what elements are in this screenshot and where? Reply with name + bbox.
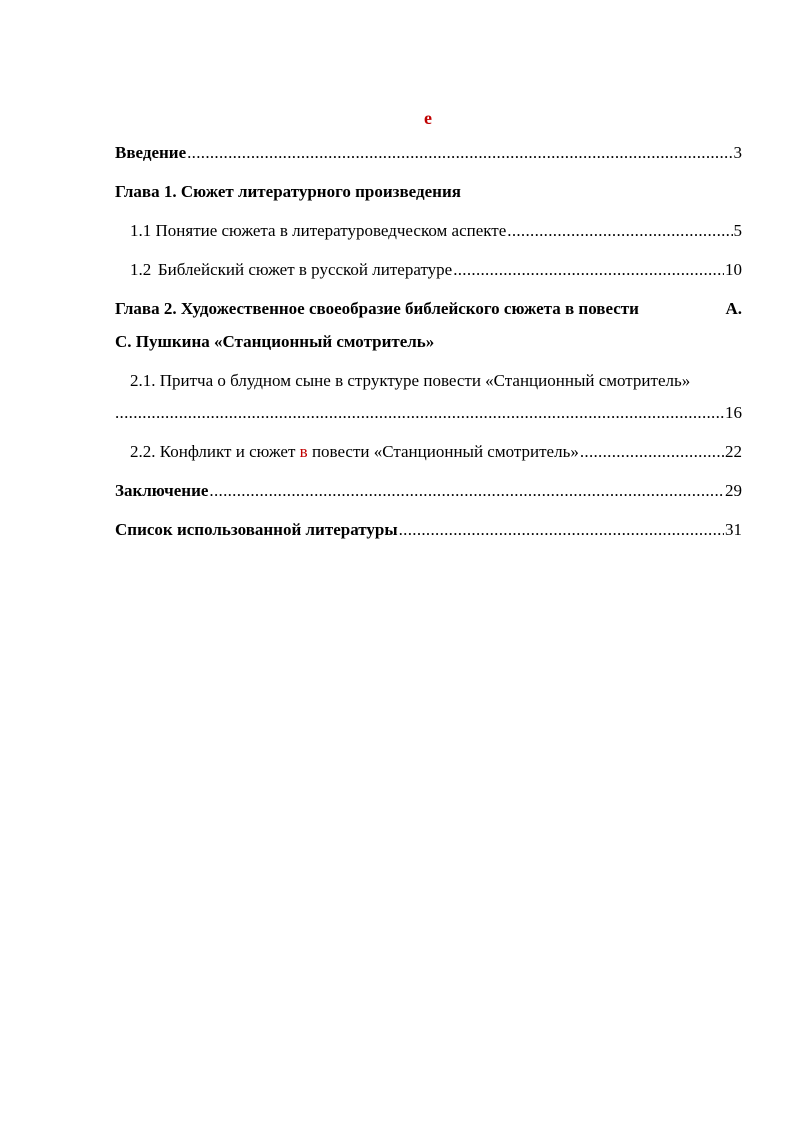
header-mark: е <box>424 108 432 128</box>
toc-entry-conclusion[interactable] <box>115 480 742 502</box>
toc-page-number: 3 <box>733 143 742 162</box>
toc-page-number: 29 <box>725 481 742 500</box>
toc-label: Библейский сюжет в русской литературе <box>157 260 453 279</box>
toc-entry-2-1-line1[interactable] <box>130 370 742 392</box>
toc-entry-1-2[interactable] <box>130 259 742 281</box>
toc-page-number: 22 <box>725 442 742 461</box>
toc-page-number: 5 <box>733 221 742 240</box>
toc-page-number: 16 <box>725 403 742 422</box>
toc-leader <box>453 259 724 281</box>
toc-entry-2-1-line2[interactable] <box>115 402 742 424</box>
toc-label: Глава 2. Художественное своеобразие библейского сюжета в повести <box>115 299 639 318</box>
toc-entry-chapter2-line2[interactable] <box>115 331 742 353</box>
toc-section-number: 1.2 <box>130 260 152 279</box>
toc-label: Введение <box>115 143 187 162</box>
toc-label: повести «Станционный смотритель» <box>311 442 579 461</box>
toc-entry-1-1[interactable] <box>130 220 742 242</box>
toc-label: С. Пушкина «Станционный смотритель» <box>115 332 435 351</box>
toc-leader <box>187 142 732 164</box>
toc-page-number: 31 <box>725 520 742 539</box>
toc-entry-2-2[interactable] <box>130 441 742 463</box>
toc-entry-references[interactable] <box>115 519 742 541</box>
toc-entry-chapter1[interactable] <box>115 181 742 203</box>
toc-label: Глава 1. Сюжет литературного произведения <box>115 182 461 201</box>
toc-leader <box>399 519 724 541</box>
toc-label: 2.2. Конфликт и сюжет <box>130 442 296 461</box>
toc-entry-intro[interactable] <box>115 142 742 164</box>
toc-label: Заключение <box>115 481 209 500</box>
toc-page-number: 10 <box>725 260 742 279</box>
toc-leader <box>209 480 724 502</box>
toc-label-highlight: в <box>299 442 308 461</box>
toc-label: 2.1. Притча о блудном сыне в структуре повести «Станционный смотритель» <box>130 371 691 390</box>
toc-label: Список использованной литературы <box>115 520 398 539</box>
toc-entry-chapter2-line1[interactable] <box>115 298 742 320</box>
toc-label-end: А. <box>725 299 742 318</box>
toc-leader <box>115 402 724 424</box>
toc-label: 1.1 Понятие сюжета в литературоведческом аспекте <box>130 221 507 240</box>
toc-leader <box>507 220 732 242</box>
toc-leader <box>580 441 724 463</box>
